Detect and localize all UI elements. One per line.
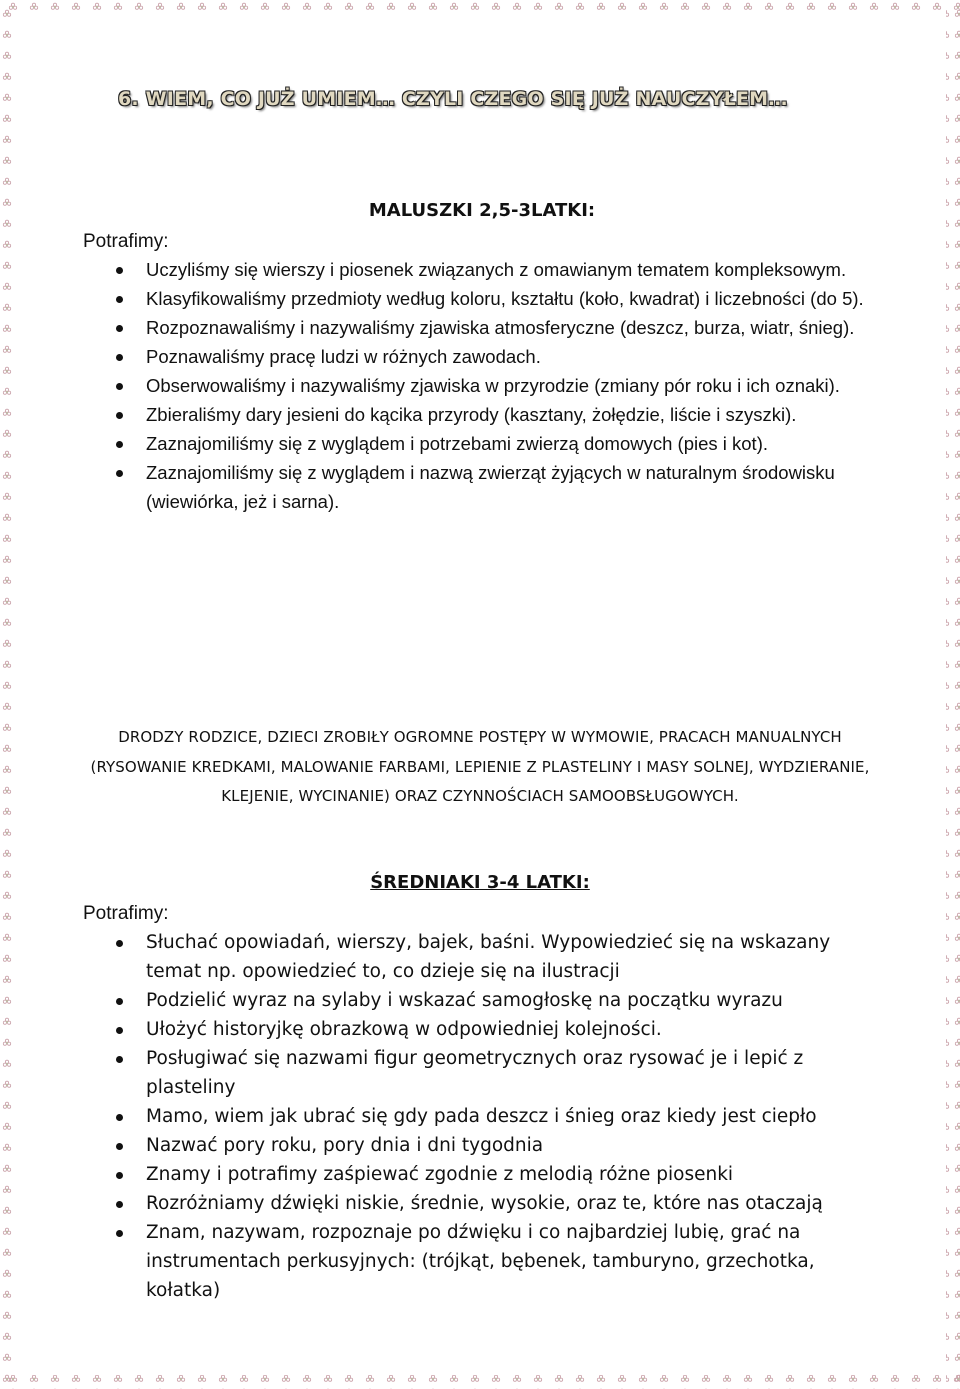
bullet-icon — [116, 940, 123, 947]
list-item: Znamy i potrafimy zaśpiewać zgodnie z melodią różne piosenki — [108, 1160, 868, 1189]
bullet-icon — [116, 470, 123, 477]
bullet-icon — [116, 325, 123, 332]
list-item: Mamo, wiem jak ubrać się gdy pada deszcz i śnieg oraz kiedy jest ciepło — [108, 1102, 868, 1131]
list-item: Uczyliśmy się wierszy i piosenek związanych z omawianym tematem kompleksowym. — [108, 255, 868, 284]
bullet-icon — [116, 1172, 123, 1179]
list-item: Klasyfikowaliśmy przedmioty według koloru, kształtu (koło, kwadrat) i liczebności (do 5). — [108, 284, 868, 313]
bullet-icon — [116, 441, 123, 448]
parents-notice: DRODZY RODZICE, DZIECI ZROBIŁY OGROMNE POSTĘPY W WYMOWIE, PRACACH MANUALNYCH (RYSOWANIE KREDKAMI, MALOWANIE FARBAMI, LEPIENIE Z PLASTELINY I MASY SOLNEJ, WYDZIERANIE, KLEJENIE, WYCINANIE) ORAZ CZYNNOŚCIACH SAMOOBSŁUGOWYCH. — [90, 728, 870, 805]
bullet-icon — [116, 296, 123, 303]
bullet-icon — [116, 383, 123, 390]
bullet-icon — [116, 1027, 123, 1034]
list-item: Posługiwać się nazwami figur geometrycznych oraz rysować je i lepić z plasteliny — [108, 1044, 868, 1102]
bullet-icon — [116, 1201, 123, 1208]
bullet-icon — [116, 267, 123, 274]
list-item: Rozróżniamy dźwięki niskie, średnie, wysokie, oraz te, które nas otaczają — [108, 1189, 868, 1218]
bullet-icon — [116, 354, 123, 361]
list-item: Zbieraliśmy dary jesieni do kącika przyrody (kasztany, żołędzie, liście i szyszki). — [108, 400, 868, 429]
section2-heading: ŚREDNIAKI 3-4 LATKI: — [370, 872, 590, 893]
list-item: Ułożyć historyjkę obrazkową w odpowiedniej kolejności. — [108, 1015, 868, 1044]
list-item: Znam, nazywam, rozpoznaje po dźwięku i co najbardziej lubię, grać na instrumentach perkusyjnych: (trójkąt, bębenek, tamburyno, grzechotka, kołatka) — [108, 1218, 868, 1305]
section2-list — [108, 928, 868, 1305]
list-item: Obserwowaliśmy i nazywaliśmy zjawiska w przyrodzie (zmiany pór roku i ich oznaki). — [108, 371, 868, 400]
bullet-icon — [116, 1143, 123, 1150]
bullet-icon — [116, 412, 123, 419]
section2-label: Potrafimy: — [83, 903, 169, 924]
list-item: Zaznajomiliśmy się z wyglądem i nazwą zwierząt żyjących w naturalnym środowisku (wiewiórka, jeż i sarna). — [108, 458, 868, 516]
bullet-icon — [116, 998, 123, 1005]
section-title: 6. WIEM, CO JUŻ UMIEM… CZYLI CZEGO SIĘ JUŻ NAUCZYŁEM… — [118, 88, 788, 110]
list-item: Zaznajomiliśmy się z wyglądem i potrzebami zwierzą domowych (pies i kot). — [108, 429, 868, 458]
bullet-icon — [116, 1056, 123, 1063]
section1-list — [108, 255, 868, 516]
bullet-icon — [116, 1230, 123, 1237]
section1-label: Potrafimy: — [83, 231, 169, 252]
list-item: Nazwać pory roku, pory dnia i dni tygodnia — [108, 1131, 868, 1160]
list-item: Podzielić wyraz na sylaby i wskazać samogłoskę na początku wyrazu — [108, 986, 868, 1015]
list-item: Rozpoznawaliśmy i nazywaliśmy zjawiska atmosferyczne (deszcz, burza, wiatr, śnieg). — [108, 313, 868, 342]
list-item: Poznawaliśmy pracę ludzi w różnych zawodach. — [108, 342, 868, 371]
bullet-icon — [116, 1114, 123, 1121]
list-item: Słuchać opowiadań, wierszy, bajek, baśni. Wypowiedzieć się na wskazany temat np. opowiedzieć to, co dzieje się na ilustracji — [108, 928, 868, 986]
section1-heading: MALUSZKI 2,5-3LATKI: — [368, 200, 596, 221]
